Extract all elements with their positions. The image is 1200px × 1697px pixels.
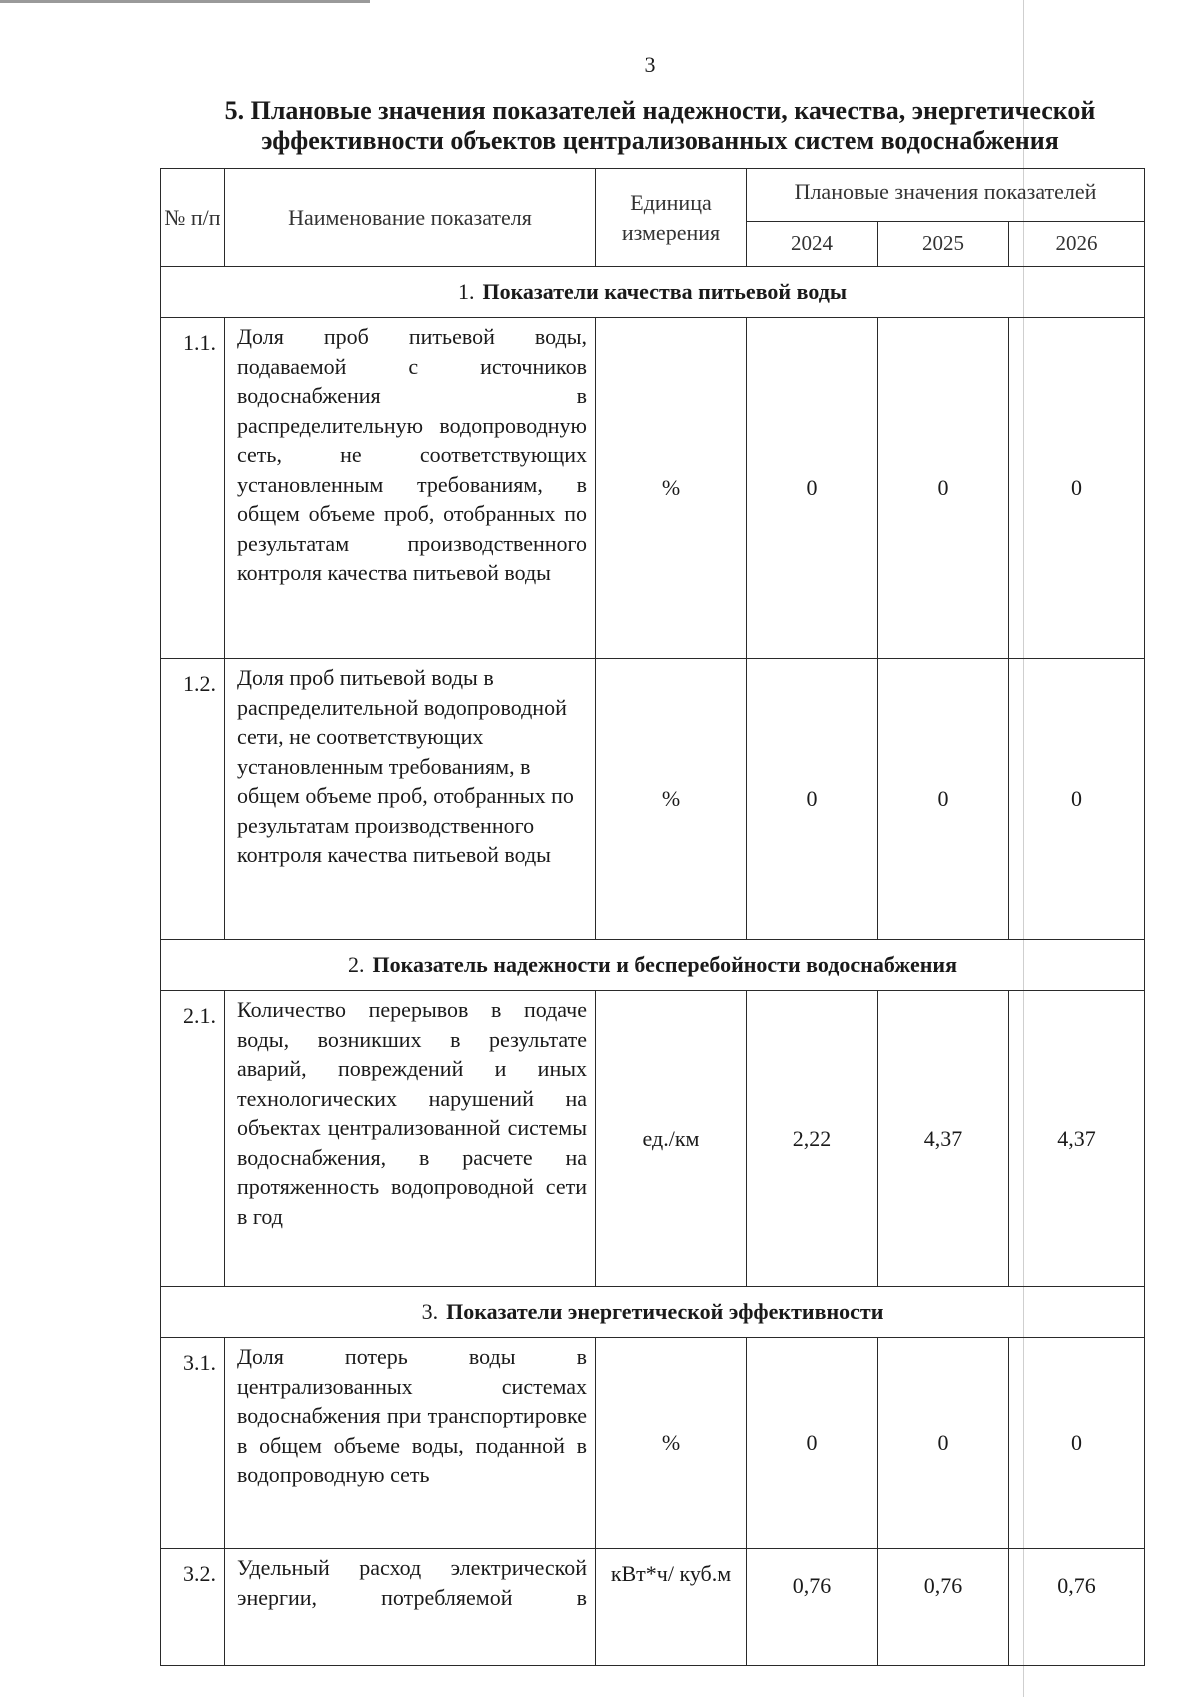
header-unit: Единица измерения	[596, 169, 747, 267]
indicator-name: Удельный расход электрической энергии, потребляемой в	[225, 1549, 596, 1666]
table-row	[161, 318, 1145, 659]
value-2025: 4,37	[878, 991, 1009, 1287]
value-2024: 0	[747, 659, 878, 940]
section-title: Показатели энергетической эффективности	[446, 1299, 884, 1325]
section-row-quality	[161, 267, 1145, 318]
header-year-2024: 2024	[747, 222, 878, 267]
heading-line-1: 5. Плановые значения показателей надежности, качества, энергетической	[224, 96, 1096, 125]
row-number: 3.1.	[161, 1338, 225, 1549]
heading-line-2: эффективности объектов централизованных систем водоснабжения	[261, 126, 1059, 155]
value-2025: 0	[878, 659, 1009, 940]
header-number: № п/п	[161, 169, 225, 267]
scan-edge-mark	[0, 0, 370, 3]
section-row-energy	[161, 1287, 1145, 1338]
indicator-name: Доля проб питьевой воды, подаваемой с источников водоснабжения в распределительную водопроводную сеть, не соответствующих установленным требованиям, в общем объеме проб, отобранных по результатам производственного контроля качества питьевой воды	[225, 318, 596, 659]
section-title-cell	[161, 267, 1145, 318]
row-number: 1.1.	[161, 318, 225, 659]
section-number: 1.	[457, 279, 475, 305]
section-title-cell	[161, 940, 1145, 991]
indicator-unit: %	[596, 659, 747, 940]
header-year-2026: 2026	[1009, 222, 1145, 267]
section-number: 2.	[348, 952, 365, 978]
section-row-reliability	[161, 940, 1145, 991]
row-number: 2.1.	[161, 991, 225, 1287]
value-2026: 0	[1009, 318, 1145, 659]
value-2024: 0,76	[747, 1549, 878, 1666]
indicator-unit: ед./км	[596, 991, 747, 1287]
value-2024: 0	[747, 318, 878, 659]
section-title: Показатель надежности и бесперебойности водоснабжения	[372, 952, 957, 978]
table-row	[161, 1338, 1145, 1549]
value-2024: 0	[747, 1338, 878, 1549]
value-2026: 0	[1009, 1338, 1145, 1549]
table-row	[161, 1549, 1145, 1666]
indicators-table	[160, 168, 1145, 1666]
indicator-name: Доля проб питьевой воды в распределительной водопроводной сети, не соответствующих установленным требованиям, в общем объеме проб, отобранных по результатам производственного контроля качества питьевой воды	[225, 659, 596, 940]
indicator-name: Количество перерывов в подаче воды, возникших в результате аварий, повреждений и иных технологических нарушений на объектах централизованной системы водоснабжения, в расчете на протяженность водопроводной сети в год	[225, 991, 596, 1287]
section-number: 3.	[421, 1299, 439, 1325]
value-2025: 0	[878, 1338, 1009, 1549]
value-2024: 2,22	[747, 991, 878, 1287]
header-plan-values: Плановые значения показателей	[747, 169, 1145, 222]
page-number: 3	[644, 52, 656, 77]
indicator-unit: %	[596, 1338, 747, 1549]
table-row	[161, 659, 1145, 940]
document-heading	[170, 96, 1150, 156]
value-2025: 0,76	[878, 1549, 1009, 1666]
indicator-unit: %	[596, 318, 747, 659]
table-row	[161, 991, 1145, 1287]
header-year-2025: 2025	[878, 222, 1009, 267]
value-2025: 0	[878, 318, 1009, 659]
section-title: Показатели качества питьевой воды	[482, 279, 848, 305]
value-2026: 0	[1009, 659, 1145, 940]
section-title-cell	[161, 1287, 1145, 1338]
row-number: 3.2.	[161, 1549, 225, 1666]
row-number: 1.2.	[161, 659, 225, 940]
value-2026: 4,37	[1009, 991, 1145, 1287]
table-header-row	[161, 169, 1145, 222]
header-name: Наименование показателя	[225, 169, 596, 267]
value-2026: 0,76	[1009, 1549, 1145, 1666]
indicator-name: Доля потерь воды в централизованных системах водоснабжения при транспортировке в общем объеме воды, поданной в водопроводную сеть	[225, 1338, 596, 1549]
indicator-unit: кВт*ч/ куб.м	[596, 1549, 747, 1666]
